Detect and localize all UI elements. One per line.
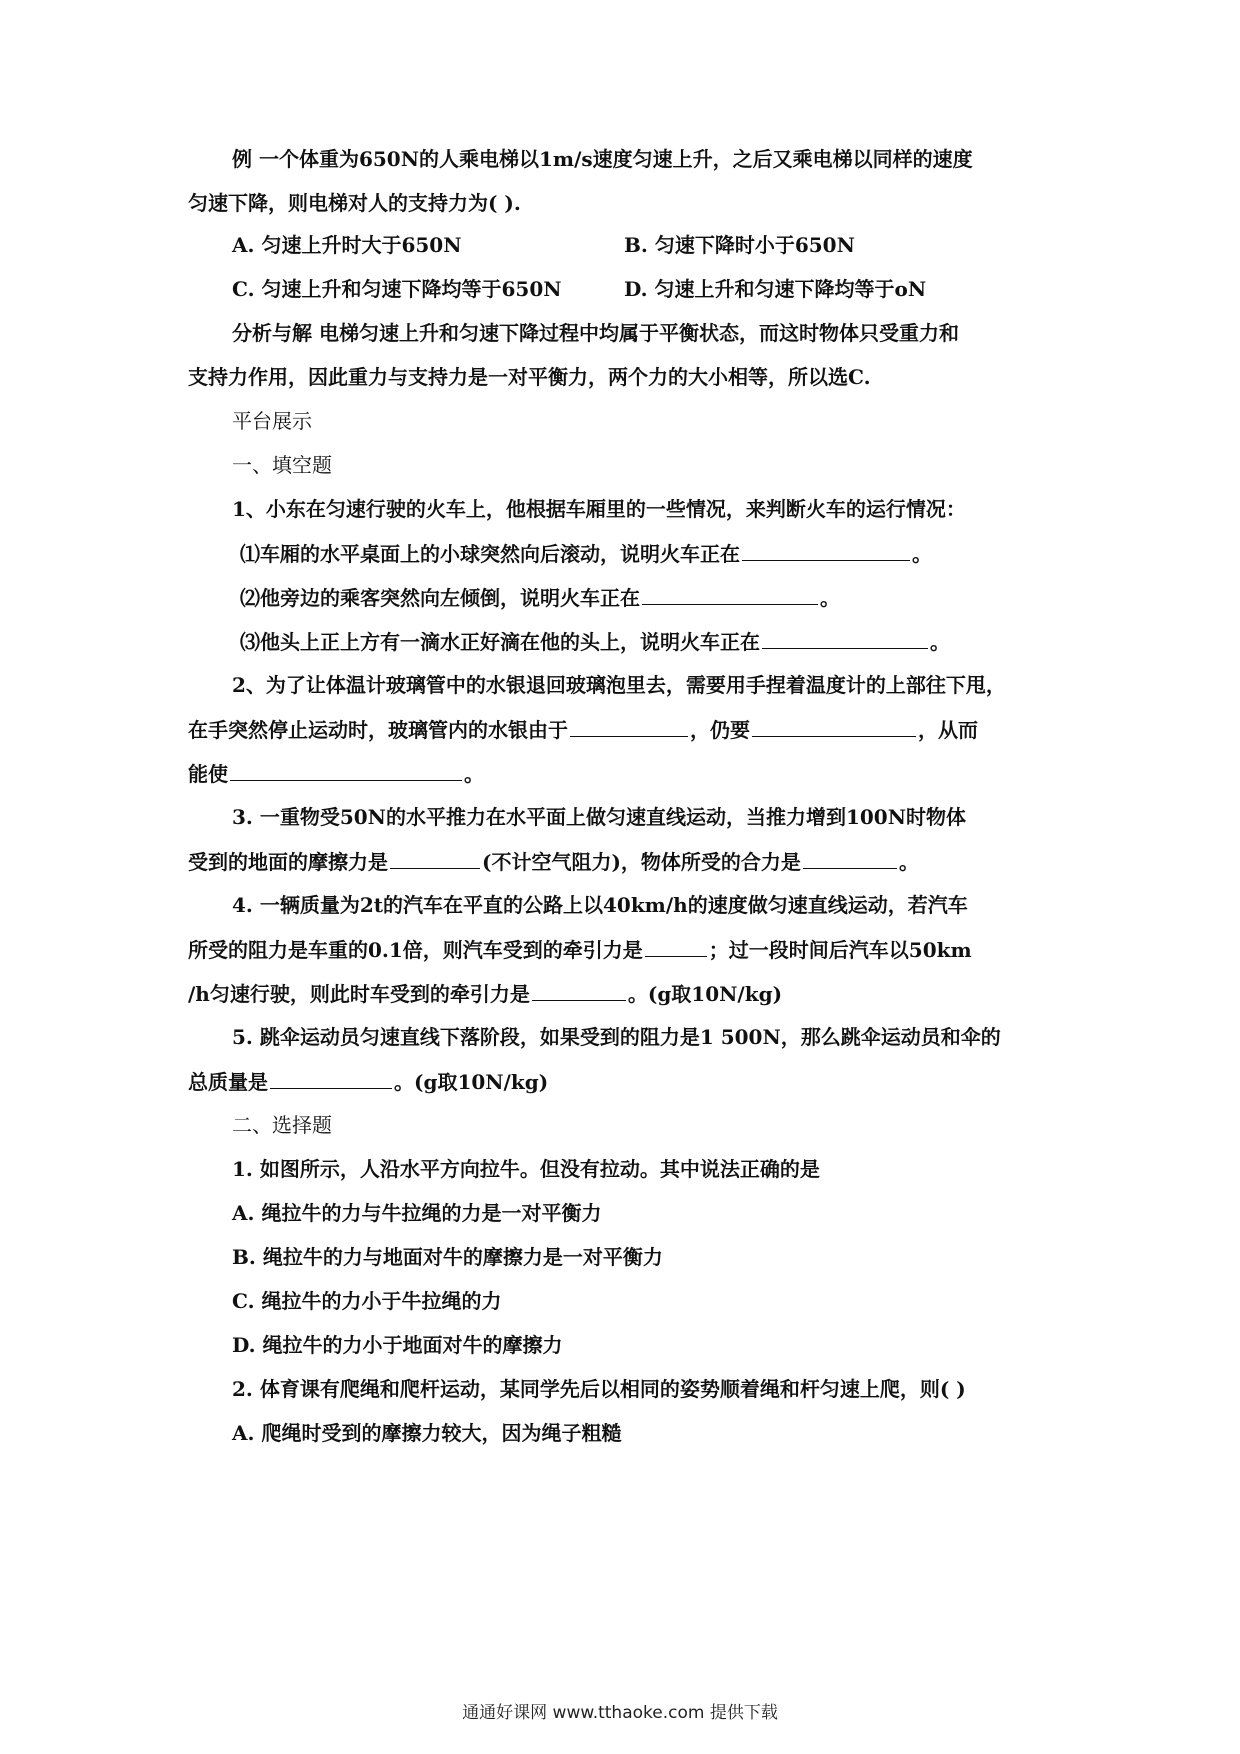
example-analysis-1: 分析与解 电梯匀速上升和匀速下降过程中均属于平衡状态，而这时物体只受重力和	[232, 321, 959, 345]
example-option-a: A. 匀速上升时大于650N	[232, 233, 462, 257]
period: 。	[912, 542, 932, 566]
fill-q4-text-a: 所受的阻力是车重的0.1倍，则汽车受到的牵引力是	[188, 938, 643, 962]
section-fill-heading: 一、填空题	[232, 453, 332, 477]
section-choice-heading: 二、选择题	[232, 1113, 332, 1137]
fill-q4-text-b: ；过一段时间后汽车以50km	[708, 938, 972, 962]
example-analysis-2: 支持力作用，因此重力与支持力是一对平衡力，两个力的大小相等，所以选C.	[188, 365, 871, 389]
period: 。	[820, 586, 840, 610]
fill-q2-text-c: ，从而	[918, 718, 978, 742]
fill-q2-text-b: ，仍要	[690, 718, 750, 742]
fill-q1-part3	[240, 628, 1120, 655]
fill-q1: 1、小东在匀速行驶的火车上，他根据车厢里的一些情况，来判断火车的运行情况：	[232, 497, 966, 521]
fill-q3-line1: 3. 一重物受50N的水平推力在水平面上做匀速直线运动，当推力增到100N时物体	[232, 805, 966, 829]
example-line-1: 例 一个体重为650N的人乘电梯以1m/s速度匀速上升，之后又乘电梯以同样的速度	[232, 147, 973, 171]
answer-blank[interactable]	[645, 936, 707, 957]
fill-q2-line3	[188, 760, 1068, 787]
fill-q3-text-a: 受到的地面的摩擦力是	[188, 850, 388, 874]
choice-q1-option-d: D. 绳拉牛的力小于地面对牛的摩擦力	[232, 1333, 563, 1357]
choice-q1-option-c: C. 绳拉牛的力小于牛拉绳的力	[232, 1289, 502, 1313]
fill-q1-part1	[240, 540, 1120, 567]
fill-q5-line2	[188, 1068, 1068, 1095]
fill-q1-part3-text: ⑶他头上正上方有一滴水正好滴在他的头上，说明火车正在	[240, 630, 760, 654]
choice-q1-option-b: B. 绳拉牛的力与地面对牛的摩擦力是一对平衡力	[232, 1245, 663, 1269]
page-footer: 通通好课网 www.tthaoke.com 提供下载	[462, 1703, 778, 1723]
choice-q2: 2. 体育课有爬绳和爬杆运动，某同学先后以相同的姿势顺着绳和杆匀速上爬，则( )	[232, 1377, 966, 1401]
fill-q4-line2	[188, 936, 1068, 963]
answer-blank[interactable]	[752, 716, 916, 737]
fill-q2-line1: 2、为了让体温计玻璃管中的水银退回玻璃泡里去，需要用手捏着温度计的上部往下甩，	[232, 673, 1006, 697]
fill-q2-text-a: 在手突然停止运动时，玻璃管内的水银由于	[188, 718, 568, 742]
period: 。	[464, 762, 484, 786]
answer-blank[interactable]	[270, 1068, 392, 1089]
example-option-b: B. 匀速下降时小于650N	[624, 233, 855, 257]
fill-q1-part1-text: ⑴车厢的水平桌面上的小球突然向后滚动，说明火车正在	[240, 542, 740, 566]
section-platform-heading: 平台展示	[232, 409, 312, 433]
example-option-d: D. 匀速上升和匀速下降均等于oN	[624, 277, 927, 301]
fill-q1-part2	[240, 584, 1120, 611]
answer-blank[interactable]	[642, 584, 818, 605]
answer-blank[interactable]	[762, 628, 928, 649]
fill-q2-line2	[188, 716, 1068, 743]
fill-q3-text-b: (不计空气阻力)，物体所受的合力是	[482, 850, 801, 874]
answer-blank[interactable]	[230, 760, 462, 781]
fill-q1-part2-text: ⑵他旁边的乘客突然向左倾倒，说明火车正在	[240, 586, 640, 610]
choice-q2-option-a: A. 爬绳时受到的摩擦力较大，因为绳子粗糙	[232, 1421, 622, 1445]
choice-q1-option-a: A. 绳拉牛的力与牛拉绳的力是一对平衡力	[232, 1201, 602, 1225]
fill-q5-line1: 5. 跳伞运动员匀速直线下落阶段，如果受到的阻力是1 500N，那么跳伞运动员和伞的	[232, 1025, 1001, 1049]
answer-blank[interactable]	[803, 848, 897, 869]
fill-q4-text-c: /h匀速行驶，则此时车受到的牵引力是	[188, 982, 530, 1006]
example-option-c: C. 匀速上升和匀速下降均等于650N	[232, 277, 562, 301]
fill-q2-text-d: 能使	[188, 762, 228, 786]
fill-q3-line2	[188, 848, 1068, 875]
fill-q5-text-b: 。(g取10N/kg)	[394, 1070, 549, 1094]
answer-blank[interactable]	[390, 848, 480, 869]
answer-blank[interactable]	[570, 716, 688, 737]
choice-q1: 1. 如图所示，人沿水平方向拉牛。但没有拉动。其中说法正确的是	[232, 1157, 820, 1181]
period: 。	[930, 630, 950, 654]
answer-blank[interactable]	[532, 980, 626, 1001]
fill-q4-text-d: 。(g取10N/kg)	[627, 982, 783, 1006]
fill-q4-line3	[188, 980, 1068, 1007]
example-line-2: 匀速下降，则电梯对人的支持力为( ).	[188, 191, 521, 215]
fill-q4-line1: 4. 一辆质量为2t的汽车在平直的公路上以40km/h的速度做匀速直线运动，若汽车	[232, 893, 968, 917]
fill-q5-text-a: 总质量是	[188, 1070, 268, 1094]
answer-blank[interactable]	[742, 540, 910, 561]
period: 。	[898, 850, 919, 874]
